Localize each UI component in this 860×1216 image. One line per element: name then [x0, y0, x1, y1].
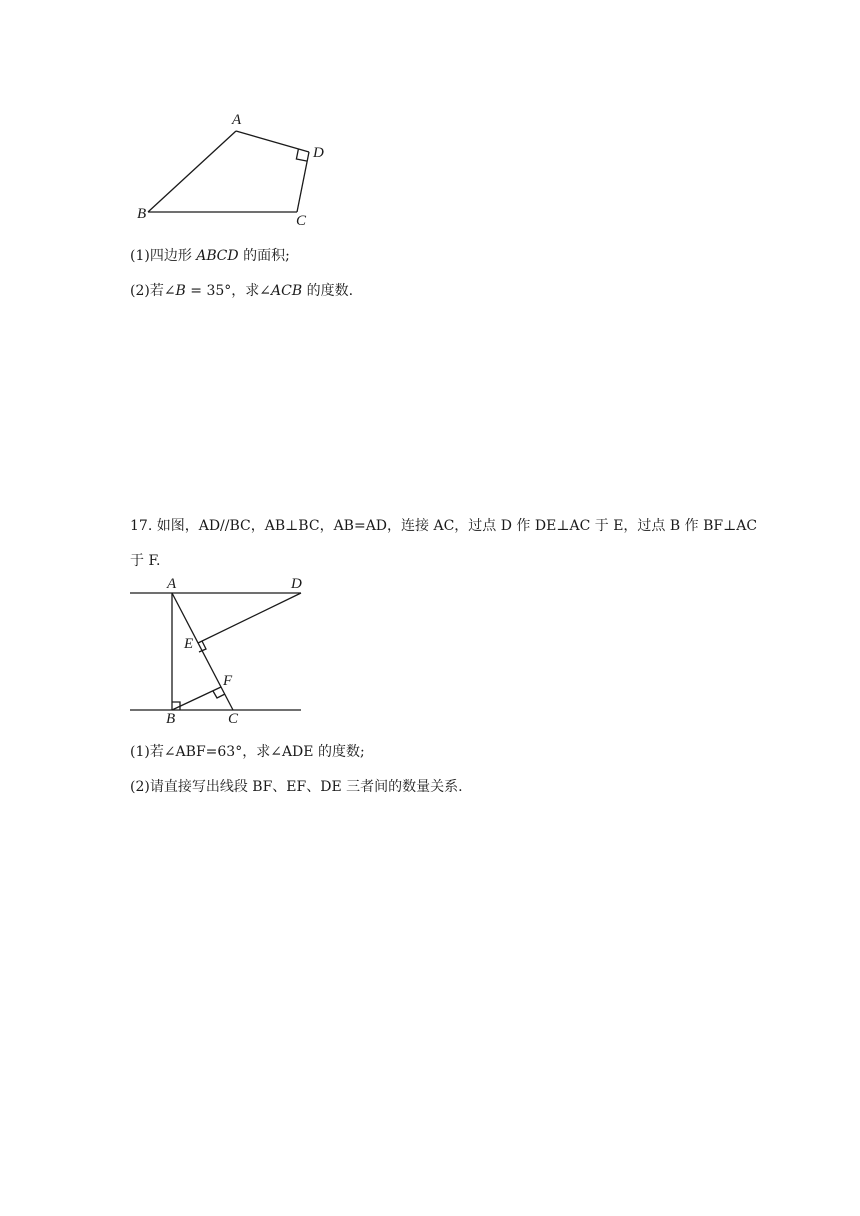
label-d: D [313, 145, 324, 161]
problem17-part1: (1)若∠ABF=63°，求∠ADE 的度数; [130, 744, 365, 760]
problem16-part2: (2)若∠𝐵 = 35°，求∠𝐴𝐶𝐵 的度数. [130, 283, 354, 299]
problem17-statement-line1: 17. 如图，AD//BC，AB⊥BC，AB=AD，连接 AC，过点 D 作 DE⊥AC 于 E，过点 B 作 BF⊥AC [130, 518, 758, 534]
label-b: B [166, 711, 176, 727]
segment-ac [172, 593, 233, 710]
label-c: C [228, 711, 239, 727]
problem17-part2: (2)请直接写出线段 BF、EF、DE 三者间的数量关系. [130, 779, 463, 795]
label-e: E [184, 636, 194, 652]
label-f: F [223, 673, 233, 689]
label-a: A [232, 112, 242, 128]
label-d: D [291, 576, 302, 592]
label-b: B [137, 206, 147, 222]
problem17-statement-line2: 于 F. [130, 553, 161, 569]
label-c: C [296, 213, 307, 229]
segment-de [198, 593, 301, 643]
label-a: A [167, 576, 177, 592]
problem16-part1: (1)四边形 𝐴𝐵𝐶𝐷 的面积; [130, 248, 290, 264]
